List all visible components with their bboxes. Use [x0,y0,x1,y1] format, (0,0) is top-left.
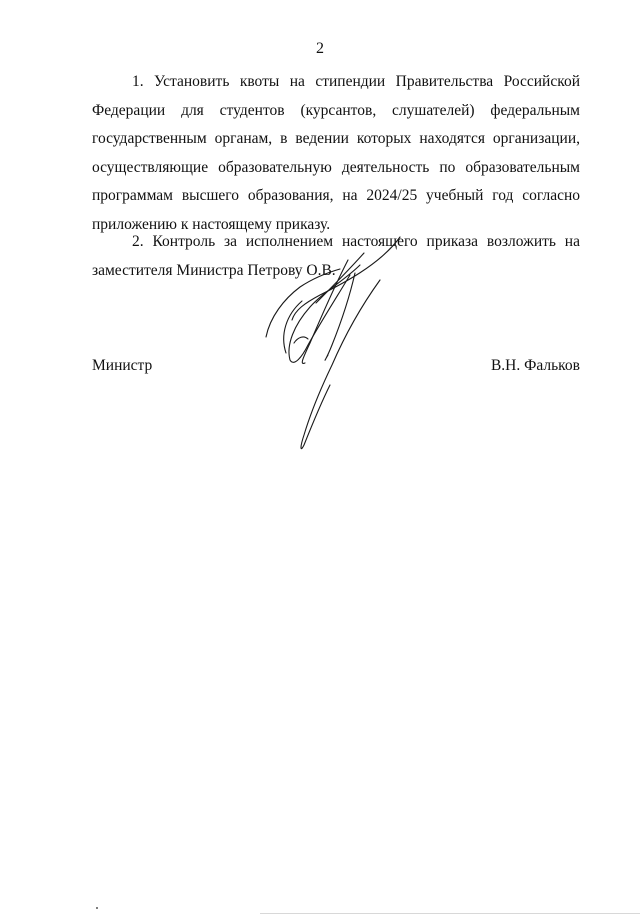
scan-speck [96,907,98,909]
paragraph-quotas: 1. Установить квоты на стипендии Правительства Российской Федерации для студентов (курсантов, слушателей) федеральным государственным органам, в ведении которых находятся организации, осуществляющие образовательную деятельность по образовательным программам высшего образования, на 2024/25 учебный год согласно приложению к настоящему приказу. [92,73,580,233]
signatory-title: Министр [92,357,153,374]
signature-row [92,352,580,380]
page-number: 2 [316,40,324,57]
scan-edge-line [260,913,640,914]
handwritten-signature [250,225,420,460]
paragraph-control: 2. Контроль за исполнением настоящего приказа возложить на заместителя Министра Петрову О.В. [92,233,580,279]
signatory-name: В.Н. Фальков [490,357,580,374]
